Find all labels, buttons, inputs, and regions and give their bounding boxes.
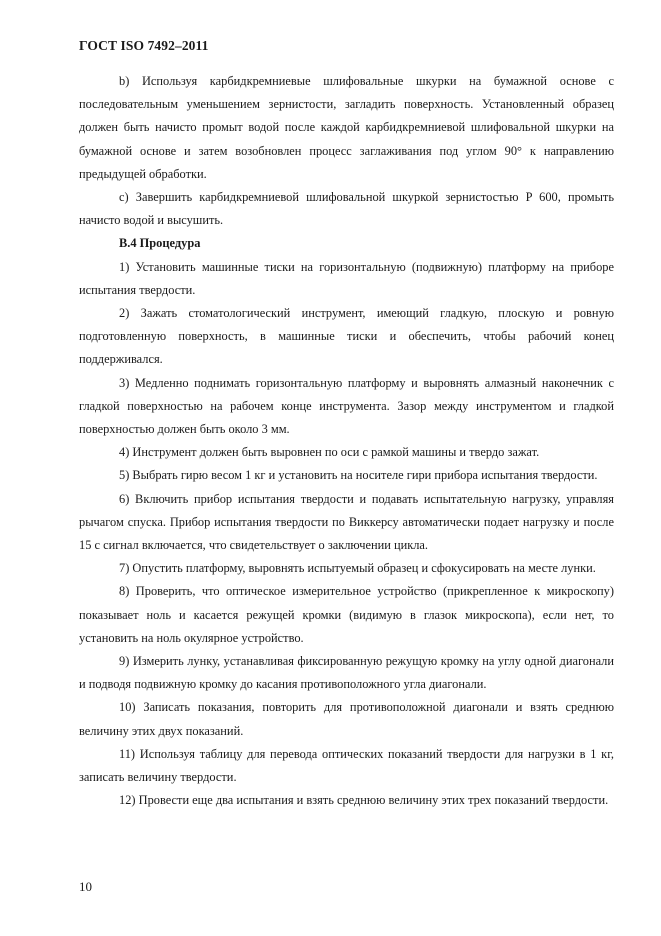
step-11: 11) Используя таблицу для перевода оптических показаний твердости для нагрузки в 1 кг, записать величину твердости. [79,746,614,785]
section-heading: В.4 Процедура [119,236,201,251]
step-8: 8) Проверить, что оптическое измерительное устройство (прикрепленное к микроскопу) показывает ноль и касается режущей кромки (видимую в глазок микроскопа), если нет, то установить на ноль окулярное устройство. [79,584,614,645]
step-3: 3) Медленно поднимать горизонтальную платформу и выровнять алмазный наконечник с гладкой поверхностью на рабочем конце инструмента. Зазор между инструментом и гладкой поверхностью должен быть около 3 мм. [79,375,614,437]
paragraph-c: c) Завершить карбидкремниевой шлифовальной шкуркой зернистостью P 600, промыть начисто водой и высушить. [79,190,614,228]
document-header: ГОСТ ISO 7492–2011 [79,38,209,53]
step-1: 1) Установить машинные тиски на горизонтальную (подвижную) платформу на приборе испытания твердости. [79,259,614,297]
step-12: 12) Провести еще два испытания и взять среднюю величину этих трех показаний твердости. [119,793,609,808]
document-body [79,70,614,813]
step-7: 7) Опустить платформу, выровнять испытуемый образец и сфокусировать на месте лунки. [119,561,596,576]
step-2: 2) Зажать стоматологический инструмент, имеющий гладкую, плоскую и ровную подготовленную поверхность, в машинные тиски и обеспечить, чтобы рабочий конец поддерживался. [79,306,614,367]
step-5: 5) Выбрать гирю весом 1 кг и установить на носителе гири прибора испытания твердости. [119,468,598,483]
step-9: 9) Измерить лунку, устанавливая фиксированную режущую кромку на углу одной диагонали и подводя подвижную кромку до касания противоположного угла диагонали. [79,654,614,692]
page-number: 10 [79,879,92,894]
step-10: 10) Записать показания, повторить для противоположной диагонали и взять среднюю величину этих двух показаний. [79,700,614,738]
step-4: 4) Инструмент должен быть выровнен по оси с рамкой машины и твердо зажат. [119,445,540,460]
step-6: 6) Включить прибор испытания твердости и подавать испытательную нагрузку, управляя рычагом спуска. Прибор испытания твердости по Виккерсу автоматически подает нагрузку и после 15 с сигнал включается, что свидетельствует о заключении цикла. [79,491,614,553]
paragraph-b: b) Используя карбидкремниевые шлифовальные шкурки на бумажной основе с последовательным уменьшением зернистости, загладить поверхность. Установленный образец должен быть начисто промыт водой после каждой карбидкремниевой шлифовальной шкурки на бумажной основе и затем возобновлен процесс заглаживания под углом 90° к направлению предыдущей обработки. [79,74,614,181]
